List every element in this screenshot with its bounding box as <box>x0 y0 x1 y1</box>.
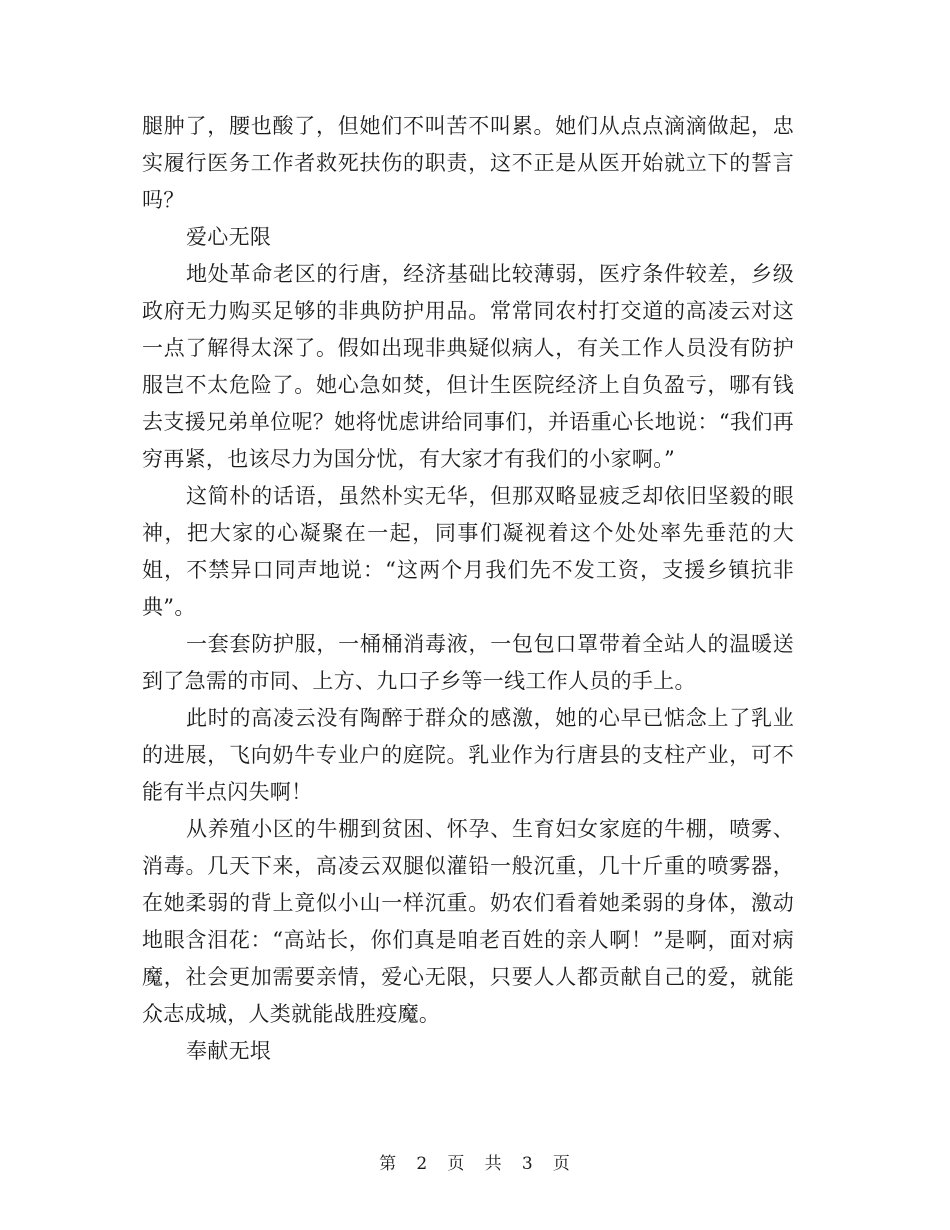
paragraph: 这简朴的话语，虽然朴实无华，但那双略显疲乏却依旧坚毅的眼神，把大家的心凝聚在一起，同事们凝视着这个处处率先垂范的大姐，不禁异口同声地说：“这两个月我们先不发工资，支援乡镇抗非典”。 <box>142 484 794 619</box>
paragraph-continuation: 腿肿了，腰也酸了，但她们不叫苦不叫累。她们从点点滴滴做起，忠实履行医务工作者救死扶伤的职责，这不正是从医开始就立下的誓言吗？ <box>142 114 794 212</box>
footer-current-page: 2 <box>416 1154 429 1174</box>
footer-suffix: 页 <box>552 1154 571 1174</box>
document-body <box>142 108 794 1070</box>
paragraph: 地处革命老区的行唐，经济基础比较薄弱，医疗条件较差，乡级政府无力购买足够的非典防护用品。常常同农村打交道的高凌云对这一点了解得太深了。假如出现非典疑似病人，有关工作人员没有防护服岂不太危险了。她心急如焚，但计生医院经济上自负盈亏，哪有钱去支援兄弟单位呢？她将忧虑讲给同事们，并语重心长地说：“我们再穷再紧，也该尽力为国分忧，有大家才有我们的小家啊。” <box>142 262 794 471</box>
paragraph: 从养殖小区的牛棚到贫困、怀孕、生育妇女家庭的牛棚，喷雾、消毒。几天下来，高凌云双腿似灌铅一般沉重，几十斤重的喷雾器，在她柔弱的背上竟似小山一样沉重。奶农们看着她柔弱的身体，激动地眼含泪花：“高站长，你们真是咱老百姓的亲人啊！”是啊，面对病魔，社会更加需要亲情，爱心无限，只要人人都贡献自己的爱，就能众志成城，人类就能战胜疫魔。 <box>142 817 794 1026</box>
page-footer <box>0 1149 950 1174</box>
footer-page-label: 页 <box>447 1154 466 1174</box>
footer-total-pages: 3 <box>521 1154 534 1174</box>
footer-total-label: 共 <box>484 1154 503 1174</box>
section-heading-love: 爱心无限 <box>186 225 272 249</box>
section-heading-dedication: 奉献无垠 <box>186 1039 272 1063</box>
footer-prefix: 第 <box>379 1154 398 1174</box>
paragraph: 此时的高凌云没有陶醉于群众的感激，她的心早已惦念上了乳业的进展，飞向奶牛专业户的庭院。乳业作为行唐县的支柱产业，可不能有半点闪失啊！ <box>142 706 794 804</box>
paragraph: 一套套防护服，一桶桶消毒液，一包包口罩带着全站人的温暖送到了急需的市同、上方、九口子乡等一线工作人员的手上。 <box>142 632 794 693</box>
